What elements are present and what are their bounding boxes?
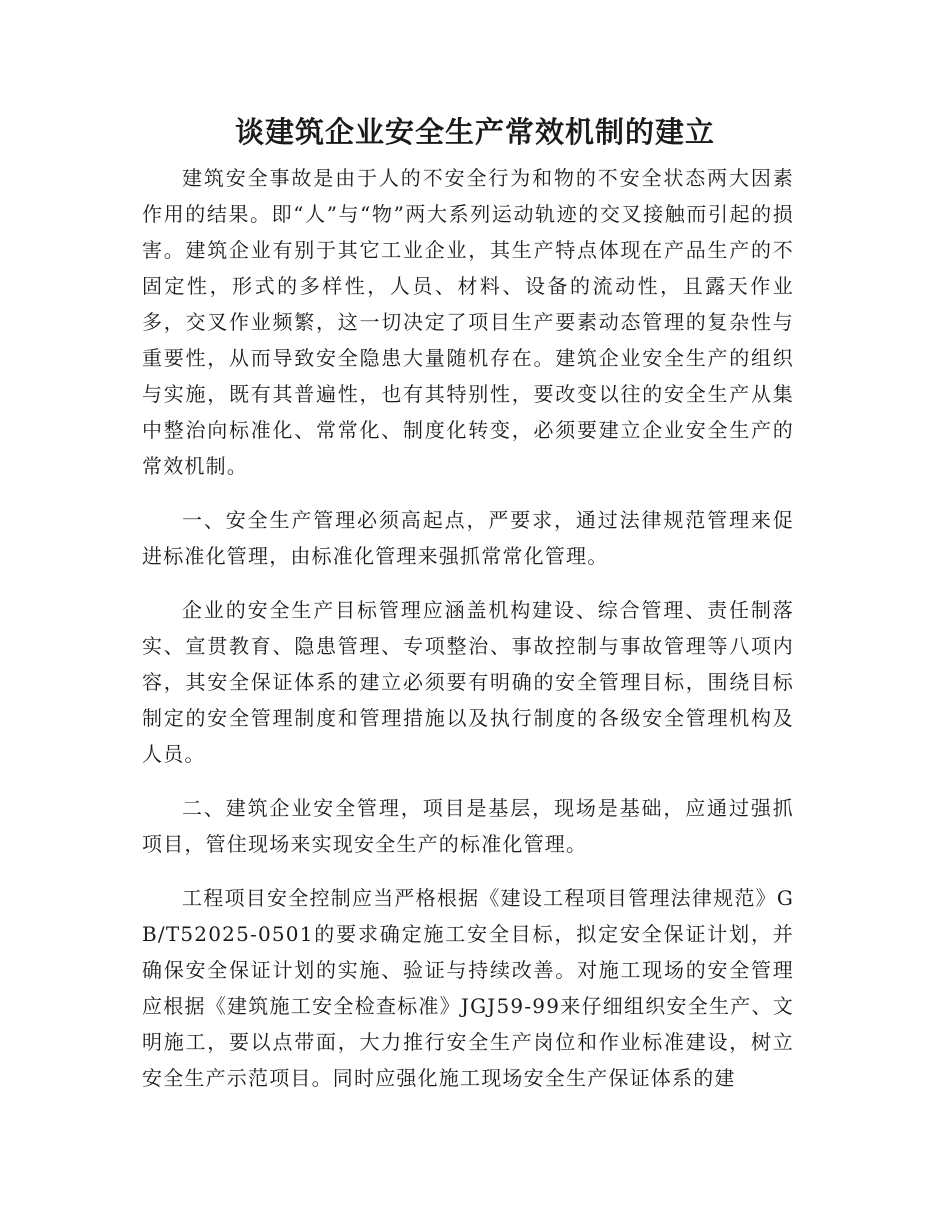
paragraph-intro: 建筑安全事故是由于人的不安全行为和物的不安全状态两大因素作用的结果。即“人”与“物”两大系列运动轨迹的交叉接触而引起的损害。建筑企业有别于其它工业企业，其生产特点体现在产品生产的不固定性，形式的多样性，人员、材料、设备的流动性，且露天作业多，交叉作业频繁，这一切决定了项目生产要素动态管理的复杂性与重要性，从而导致安全隐患大量随机存在。建筑企业安全生产的组织与实施，既有其普遍性，也有其特别性，要改变以往的安全生产从集中整治向标准化、常常化、制度化转变，必须要建立企业安全生产的常效机制。 <box>142 166 794 478</box>
paragraph-section-1-body: 企业的安全生产目标管理应涵盖机构建设、综合管理、责任制落实、宣贯教育、隐患管理、专项整治、事故控制与事故管理等八项内容，其安全保证体系的建立必须要有明确的安全管理目标，围绕目标制定的安全管理制度和管理措施以及执行制度的各级安全管理机构及人员。 <box>142 598 794 766</box>
document-body <box>142 160 794 1114</box>
paragraph-section-2-body: 工程项目安全控制应当严格根据《建设工程项目管理法律规范》GB/T52025-0501的要求确定施工安全目标，拟定安全保证计划，并确保安全保证计划的实施、验证与持续改善。对施工现场的安全管理应根据《建筑施工安全检查标准》JGJ59-99来仔细组织安全生产、文明施工，要以点带面，大力推行安全生产岗位和作业标准建设，树立安全生产示范项目。同时应强化施工现场安全生产保证体系的建 <box>142 886 794 1090</box>
document-title: 谈建筑企业安全生产常效机制的建立 <box>234 115 715 149</box>
paragraph-section-2-heading: 二、建筑企业安全管理，项目是基层，现场是基础，应通过强抓项目，管住现场来实现安全生产的标准化管理。 <box>142 796 794 856</box>
paragraph-section-1-heading: 一、安全生产管理必须高起点，严要求，通过法律规范管理来促进标准化管理，由标准化管理来强抓常常化管理。 <box>142 508 794 568</box>
